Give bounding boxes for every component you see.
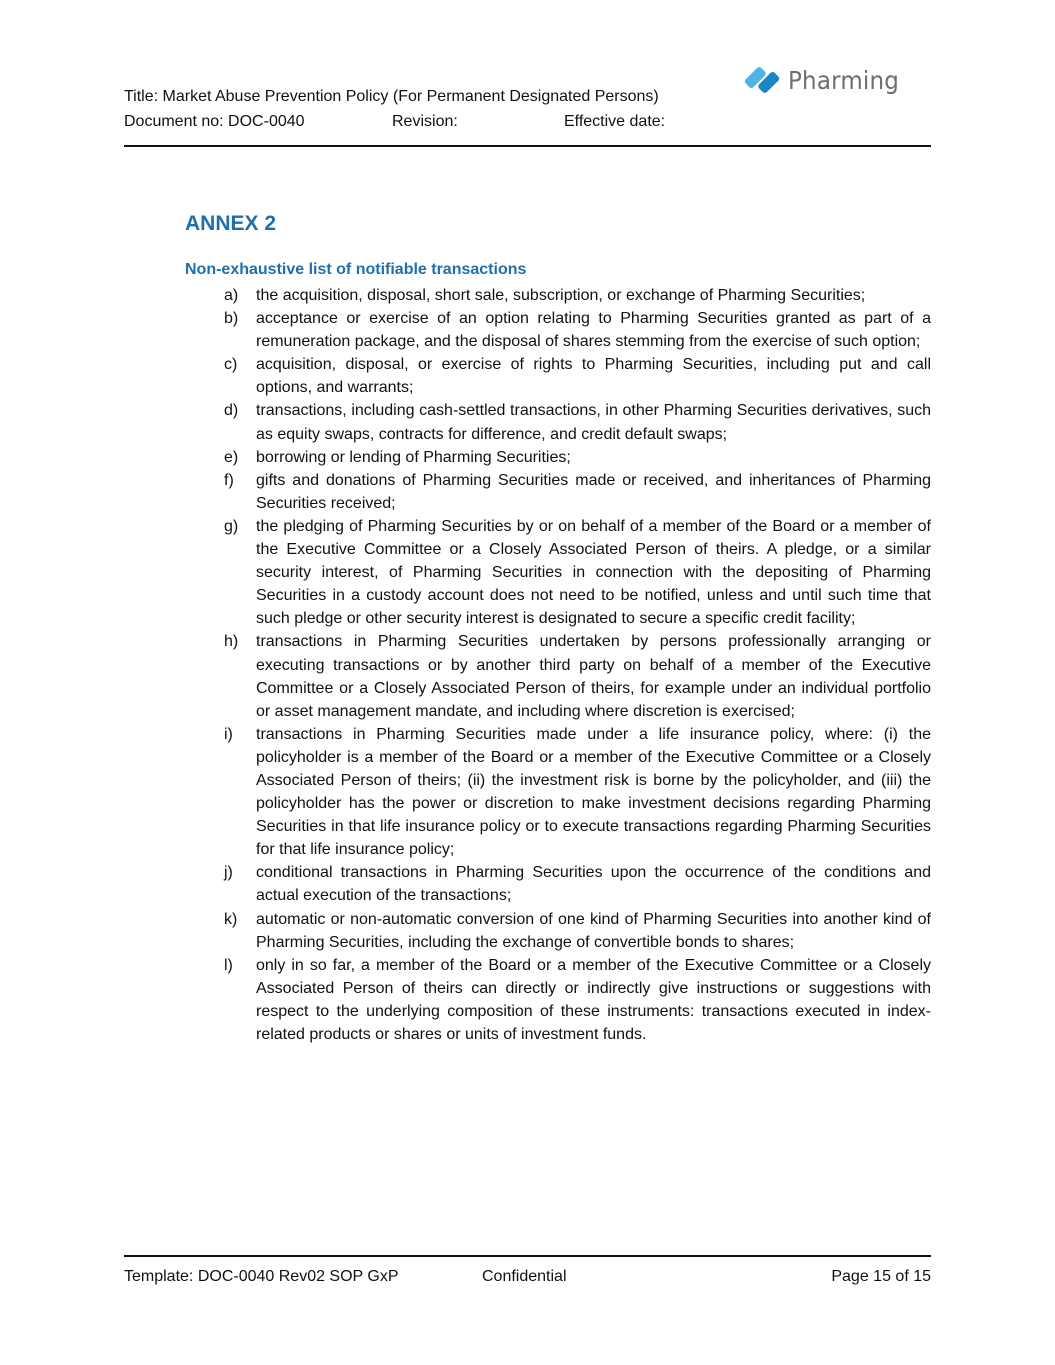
list-item-marker: c) xyxy=(224,356,238,374)
company-logo xyxy=(742,60,909,100)
header-divider xyxy=(124,145,931,147)
footer-template-ref: Template: DOC-0040 Rev02 SOP GxP xyxy=(124,1268,399,1285)
list-item-text: transactions, including cash-settled transactions, in other Pharming Securities derivatives, such as equity swaps, contracts for difference, and credit default swaps; xyxy=(256,402,931,443)
list-item xyxy=(224,954,931,1046)
annex-title: ANNEX 2 xyxy=(185,212,277,235)
list-item xyxy=(224,353,931,399)
list-item-marker: b) xyxy=(224,310,239,328)
pharming-logo-icon xyxy=(742,60,782,100)
list-item-text: acceptance or exercise of an option relating to Pharming Securities granted as part of a remuneration package, and the disposal of shares stemming from the exercise of such option; xyxy=(256,310,931,351)
list-item xyxy=(224,908,931,954)
logo-wordmark: Pharming xyxy=(788,65,900,95)
list-item-text: gifts and donations of Pharming Securities made or received, and inheritances of Pharming Securities received; xyxy=(256,471,931,512)
document-meta-row xyxy=(124,109,931,134)
list-item-marker: g) xyxy=(224,517,239,535)
list-item xyxy=(224,469,931,515)
page-footer xyxy=(124,1268,931,1290)
section-subheading: Non-exhaustive list of notifiable transactions xyxy=(185,261,527,278)
list-item-text: the pledging of Pharming Securities by or on behalf of a member of the Board or a member of the Executive Committee or a Closely Associated Person of theirs. A pledge, or a similar security interest, of Pharming Securities in connection with the depositing of Pharming Securities in a custody account does not need to be notified, unless and until such time that such pledge or other security interest is designated to secure a specific credit facility; xyxy=(256,517,931,628)
list-item xyxy=(224,284,931,307)
list-item-text: only in so far, a member of the Board or a member of the Executive Committee or a Closely Associated Person of theirs can directly or indirectly give instructions or suggestions with respect to the underlying composition of these instruments: transactions executed in index-related products or shares or units of investment funds. xyxy=(256,956,931,1043)
list-item xyxy=(224,446,931,469)
list-item-text: transactions in Pharming Securities made under a life insurance policy, where: (i) the policyholder is a member of the Board or a member of the Executive Committee or a Closely Associated Person of theirs; (ii) the investment risk is borne by the policyholder, and (iii) the policyholder has the power or discretion to make investment decisions regarding Pharming Securities in that life insurance policy or to execute transactions regarding Pharming Securities for that life insurance policy; xyxy=(256,725,931,859)
list-item-text: acquisition, disposal, or exercise of rights to Pharming Securities, including put and call options, and warrants; xyxy=(256,356,931,397)
document-number: Document no: DOC-0040 xyxy=(124,113,305,130)
notifiable-transactions-list xyxy=(224,284,931,1046)
list-item-text: borrowing or lending of Pharming Securities; xyxy=(256,448,571,466)
list-item-marker: k) xyxy=(224,910,238,928)
list-item-marker: j) xyxy=(224,864,233,882)
list-item-marker: e) xyxy=(224,448,239,466)
list-item xyxy=(224,861,931,907)
effective-date-label: Effective date: xyxy=(564,113,666,130)
footer-page-number: Page 15 of 15 xyxy=(831,1268,931,1285)
list-item-marker: i) xyxy=(224,725,233,743)
list-item-marker: l) xyxy=(224,956,233,974)
footer-classification: Confidential xyxy=(482,1268,567,1285)
document-title: Title: Market Abuse Prevention Policy (For Permanent Designated Persons) xyxy=(124,88,659,105)
list-item xyxy=(224,630,931,722)
list-item-marker: f) xyxy=(224,471,234,489)
revision-label: Revision: xyxy=(392,113,458,130)
list-item-text: automatic or non-automatic conversion of one kind of Pharming Securities into another kind of Pharming Securities, including the exchange of convertible bonds to shares; xyxy=(256,910,931,951)
list-item xyxy=(224,515,931,630)
list-item-text: conditional transactions in Pharming Securities upon the occurrence of the conditions and actual execution of the transactions; xyxy=(256,864,931,905)
footer-divider xyxy=(124,1255,931,1257)
list-item xyxy=(224,723,931,862)
list-item-text: transactions in Pharming Securities undertaken by persons professionally arranging or executing transactions or by another third party on behalf of a member of the Executive Committee or a Closely Associated Person of theirs, for example under an individual portfolio or asset management mandate, and including where discretion is exercised; xyxy=(256,633,931,720)
list-item-marker: d) xyxy=(224,402,239,420)
list-item-marker: a) xyxy=(224,287,239,304)
list-item xyxy=(224,399,931,445)
list-item xyxy=(224,307,931,353)
list-item-text: the acquisition, disposal, short sale, subscription, or exchange of Pharming Securities; xyxy=(256,287,866,304)
list-item-marker: h) xyxy=(224,633,239,651)
